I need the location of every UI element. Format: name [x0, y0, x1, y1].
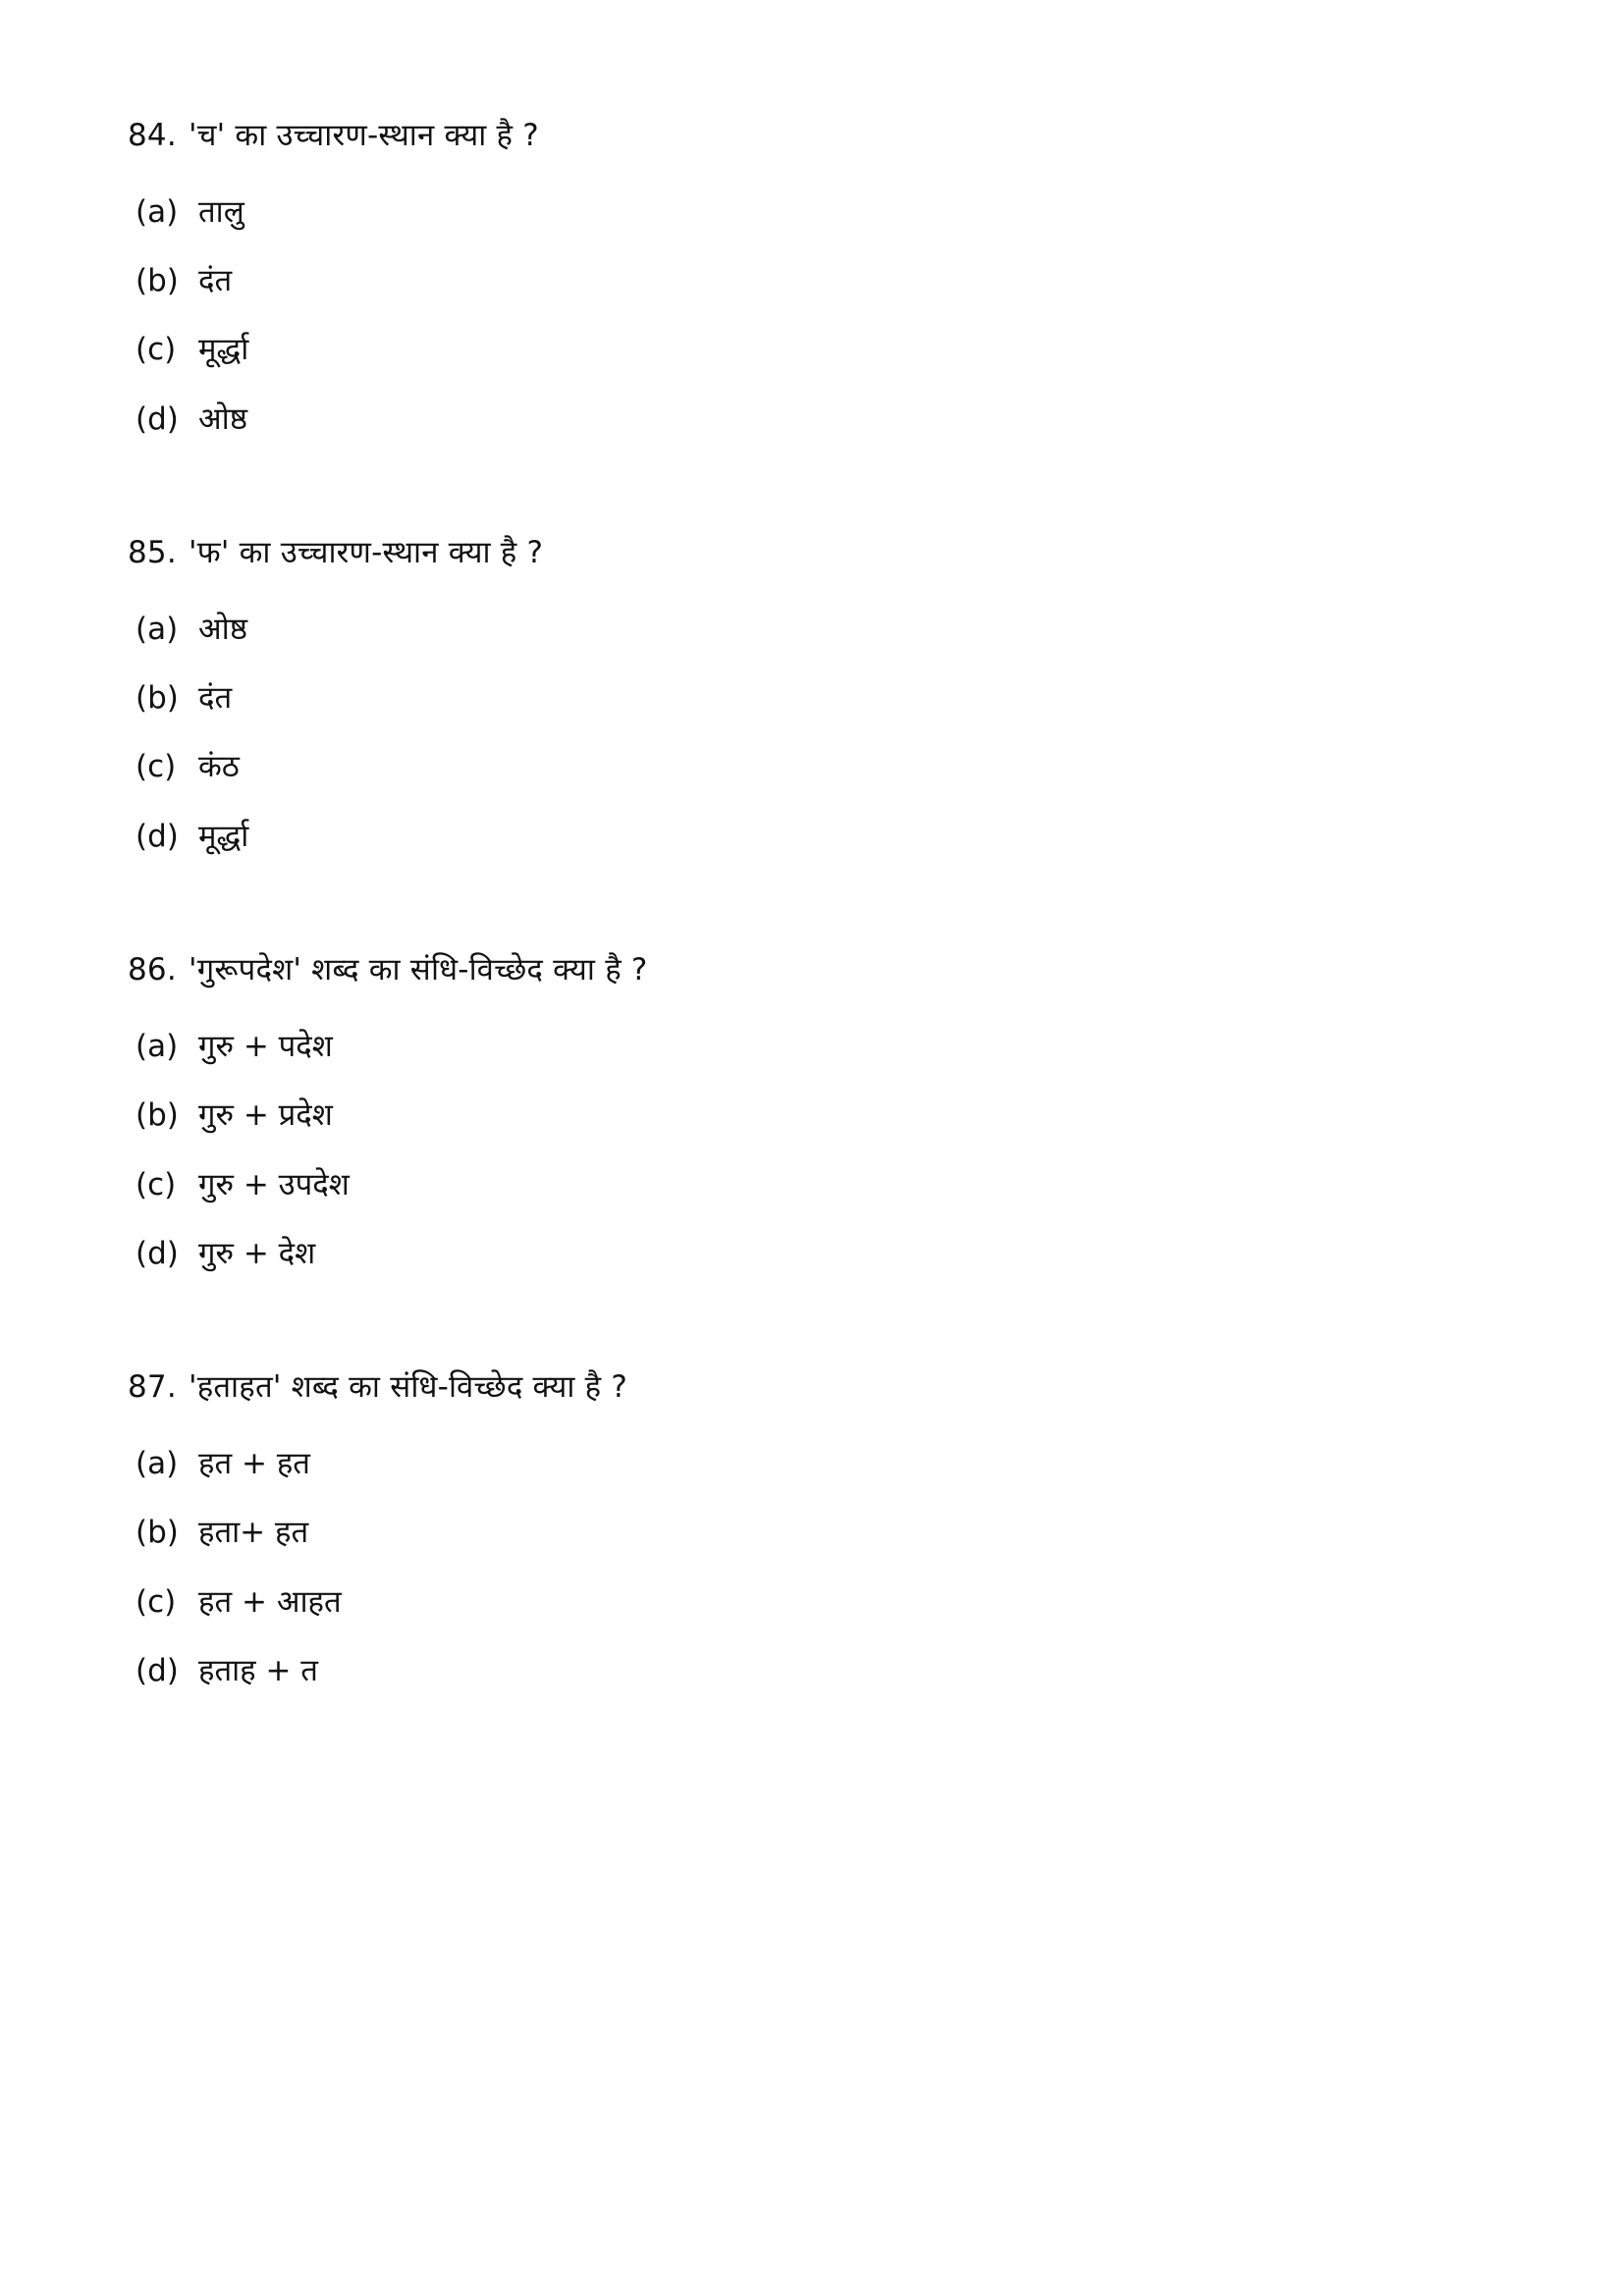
question-stem	[128, 116, 1506, 157]
option-d	[128, 817, 1506, 856]
option-text: ओष्ठ	[198, 611, 247, 647]
question-number: 84.	[128, 118, 177, 153]
option-text: मूर्द्धा	[198, 818, 249, 854]
option-b	[128, 1513, 1506, 1552]
option-text: तालु	[198, 193, 244, 230]
option-label: (d)	[135, 1652, 179, 1688]
option-label: (c)	[135, 1166, 177, 1202]
option-d	[128, 1234, 1506, 1273]
option-label: (a)	[135, 1028, 179, 1064]
question-stem	[128, 533, 1506, 574]
option-text: हताह + त	[198, 1652, 318, 1688]
option-d	[128, 1651, 1506, 1690]
question-block	[128, 1367, 1506, 1690]
option-text: दंत	[198, 263, 233, 299]
option-text: दंत	[198, 680, 233, 717]
option-text: गुरु + पदेश	[198, 1028, 333, 1064]
option-label: (c)	[135, 1583, 177, 1620]
question-block	[128, 950, 1506, 1273]
question-block	[128, 116, 1506, 439]
option-a	[128, 610, 1506, 649]
option-label: (a)	[135, 1445, 179, 1481]
option-label: (d)	[135, 400, 179, 437]
question-text: 'फ' का उच्चारण-स्थान क्या है ?	[189, 535, 544, 571]
option-label: (b)	[135, 680, 179, 717]
option-c	[128, 1582, 1506, 1622]
option-label: (c)	[135, 749, 177, 785]
option-a	[128, 1027, 1506, 1066]
option-text: गुरु + उपदेश	[198, 1166, 350, 1202]
question-stem	[128, 1367, 1506, 1409]
question-number: 87.	[128, 1369, 177, 1406]
option-text: कंठ	[198, 749, 240, 785]
question-number: 86.	[128, 952, 177, 988]
option-text: ओष्ठ	[198, 400, 247, 437]
option-text: गुरु + प्रदेश	[198, 1097, 333, 1134]
option-label: (c)	[135, 332, 177, 368]
option-label: (d)	[135, 818, 179, 854]
option-a	[128, 192, 1506, 232]
option-label: (a)	[135, 193, 179, 230]
option-b	[128, 678, 1506, 718]
question-number: 85.	[128, 535, 177, 571]
option-label: (a)	[135, 611, 179, 647]
question-block	[128, 533, 1506, 856]
option-c	[128, 747, 1506, 786]
option-c	[128, 330, 1506, 369]
option-label: (b)	[135, 263, 179, 299]
question-text: 'हताहत' शब्द का संधि-विच्छेद क्या है ?	[189, 1369, 627, 1406]
option-text: हत + हत	[198, 1445, 310, 1481]
option-text: मूर्द्धा	[198, 332, 249, 368]
question-text: 'गुरूपदेश' शब्द का संधि-विच्छेद क्या है ?	[189, 952, 648, 988]
option-label: (b)	[135, 1097, 179, 1134]
option-b	[128, 1095, 1506, 1135]
option-text: हता+ हत	[198, 1515, 309, 1551]
option-text: हत + आहत	[198, 1583, 342, 1620]
question-stem	[128, 950, 1506, 991]
option-label: (d)	[135, 1235, 179, 1271]
option-c	[128, 1165, 1506, 1204]
option-a	[128, 1444, 1506, 1483]
option-label: (b)	[135, 1515, 179, 1551]
option-d	[128, 400, 1506, 439]
option-text: गुरु + देश	[198, 1235, 316, 1271]
option-b	[128, 261, 1506, 300]
question-text: 'च' का उच्चारण-स्थान क्या है ?	[189, 118, 539, 153]
